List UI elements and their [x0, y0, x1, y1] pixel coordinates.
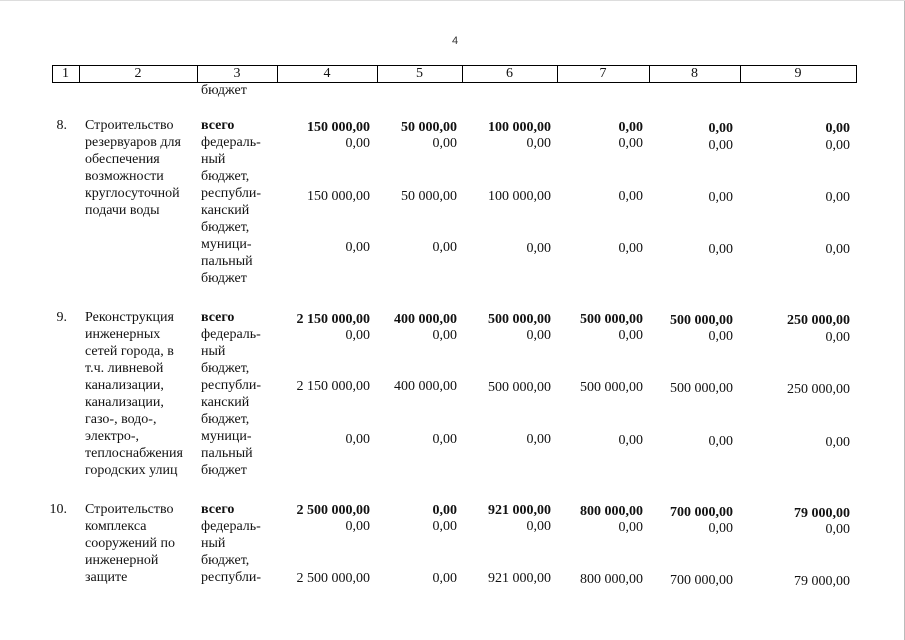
- value-total: 800 000,00: [580, 504, 643, 519]
- value-total: 2 500 000,00: [296, 503, 370, 518]
- source-line: бюджет: [201, 271, 247, 286]
- value-federal: 0,00: [825, 330, 850, 345]
- source-line: федераль-: [201, 327, 261, 342]
- row-sources: [201, 117, 281, 287]
- value-republic: 500 000,00: [488, 380, 551, 395]
- value-federal: 0,00: [526, 519, 551, 534]
- header-col-7: 7: [599, 66, 607, 81]
- name-line: канализации,: [85, 395, 164, 410]
- value-municipal: 0,00: [526, 241, 551, 256]
- header-col-6: 6: [506, 66, 513, 81]
- name-line: подачи воды: [85, 203, 160, 218]
- value-federal: 0,00: [345, 328, 370, 343]
- name-line: сооружений по: [85, 536, 176, 551]
- value-republic: 500 000,00: [670, 381, 733, 396]
- value-total: 2 150 000,00: [296, 312, 370, 327]
- value-federal: 0,00: [526, 136, 551, 151]
- source-line: всего: [201, 310, 235, 325]
- value-municipal: 0,00: [618, 241, 643, 256]
- name-line: круглосуточной: [85, 186, 180, 201]
- value-total: 700 000,00: [670, 505, 733, 520]
- value-republic: 50 000,00: [401, 189, 457, 204]
- value-municipal: 0,00: [708, 242, 733, 257]
- value-republic: 0,00: [618, 189, 643, 204]
- source-line: федераль-: [201, 519, 261, 534]
- value-total: 250 000,00: [787, 313, 850, 328]
- value-republic: 150 000,00: [307, 189, 370, 204]
- value-federal: 0,00: [618, 520, 643, 535]
- source-line: бюджет,: [201, 220, 250, 235]
- value-federal: 0,00: [432, 136, 457, 151]
- name-line: инженерных: [85, 327, 161, 342]
- scan-edge-top: [0, 0, 905, 1]
- continuation-text: бюджет: [201, 83, 247, 98]
- row-name: [85, 501, 195, 586]
- value-republic: 0,00: [432, 571, 457, 586]
- row-number: 8.: [56, 118, 67, 133]
- value-total: 150 000,00: [307, 120, 370, 135]
- value-municipal: 0,00: [432, 432, 457, 447]
- value-total: 0,00: [432, 503, 457, 518]
- value-municipal: 0,00: [345, 432, 370, 447]
- name-line: резервуаров для: [85, 135, 181, 150]
- value-republic: 921 000,00: [488, 571, 551, 586]
- value-republic: 79 000,00: [794, 574, 850, 589]
- header-col-9: 9: [794, 66, 802, 81]
- source-line: республи-: [201, 378, 261, 393]
- value-federal: 0,00: [708, 521, 733, 536]
- source-line: республи-: [201, 570, 261, 585]
- header-col-1: 1: [62, 66, 69, 81]
- header-col-3: 3: [233, 66, 241, 81]
- name-line: канализации,: [85, 378, 164, 393]
- value-total: 921 000,00: [488, 503, 551, 518]
- name-line: теплоснабжения: [85, 446, 183, 461]
- name-line: Строительство: [85, 502, 174, 517]
- value-total: 50 000,00: [401, 120, 457, 135]
- source-line: бюджет,: [201, 361, 250, 376]
- source-line: муници-: [201, 237, 252, 252]
- value-federal: 0,00: [526, 328, 551, 343]
- source-line: всего: [201, 118, 235, 133]
- value-total: 0,00: [708, 121, 733, 136]
- name-line: инженерной: [85, 553, 159, 568]
- value-republic: 0,00: [708, 190, 733, 205]
- value-municipal: 0,00: [345, 240, 370, 255]
- value-municipal: 0,00: [825, 435, 850, 450]
- value-republic: 0,00: [825, 190, 850, 205]
- source-line: республи-: [201, 186, 261, 201]
- name-line: защите: [85, 570, 128, 585]
- name-line: возможности: [85, 169, 164, 184]
- source-line: пальный: [201, 446, 253, 461]
- row-name: [85, 309, 195, 479]
- value-municipal: 0,00: [708, 434, 733, 449]
- value-total: 79 000,00: [794, 506, 850, 521]
- value-republic: 250 000,00: [787, 382, 850, 397]
- value-total: 500 000,00: [670, 313, 733, 328]
- value-total: 400 000,00: [394, 312, 457, 327]
- header-bottom-border: [52, 82, 857, 83]
- name-line: городских улиц: [85, 463, 178, 478]
- value-federal: 0,00: [432, 328, 457, 343]
- row-sources: [201, 501, 281, 586]
- value-federal: 0,00: [345, 136, 370, 151]
- value-federal: 0,00: [618, 136, 643, 151]
- value-republic: 100 000,00: [488, 189, 551, 204]
- value-federal: 0,00: [825, 138, 850, 153]
- row-sources: [201, 309, 281, 479]
- source-line: бюджет,: [201, 169, 250, 184]
- name-line: газо-, водо-,: [85, 412, 157, 427]
- row-number: 10.: [49, 502, 67, 517]
- value-federal: 0,00: [825, 522, 850, 537]
- value-federal: 0,00: [708, 329, 733, 344]
- value-republic: 2 500 000,00: [296, 571, 370, 586]
- row-number: 9.: [56, 310, 67, 325]
- name-line: т.ч. ливневой: [85, 361, 164, 376]
- value-total: 100 000,00: [488, 120, 551, 135]
- header-col-2: 2: [134, 66, 142, 81]
- header-divider: [856, 65, 857, 83]
- value-total: 0,00: [618, 120, 643, 135]
- name-line: сетей города, в: [85, 344, 174, 359]
- value-municipal: 0,00: [526, 432, 551, 447]
- source-line: бюджет,: [201, 412, 250, 427]
- name-line: Строительство: [85, 118, 174, 133]
- value-municipal: 0,00: [432, 240, 457, 255]
- source-line: федераль-: [201, 135, 261, 150]
- source-line: канский: [201, 203, 250, 218]
- page-number: 4: [452, 35, 459, 47]
- value-republic: 400 000,00: [394, 379, 457, 394]
- value-republic: 700 000,00: [670, 573, 733, 588]
- name-line: обеспечения: [85, 152, 160, 167]
- header-col-5: 5: [416, 66, 423, 81]
- source-line: ный: [201, 536, 226, 551]
- value-federal: 0,00: [432, 519, 457, 534]
- value-republic: 800 000,00: [580, 572, 643, 587]
- source-line: канский: [201, 395, 250, 410]
- value-republic: 500 000,00: [580, 380, 643, 395]
- value-republic: 2 150 000,00: [296, 379, 370, 394]
- name-line: комплекса: [85, 519, 147, 534]
- value-federal: 0,00: [618, 328, 643, 343]
- name-line: электро-,: [85, 429, 140, 444]
- value-total: 500 000,00: [580, 312, 643, 327]
- row-name: [85, 117, 195, 219]
- source-line: бюджет,: [201, 553, 250, 568]
- table-header: [52, 65, 857, 83]
- source-line: муници-: [201, 429, 252, 444]
- value-federal: 0,00: [708, 138, 733, 153]
- value-total: 0,00: [825, 121, 850, 136]
- source-line: ный: [201, 344, 226, 359]
- header-col-8: 8: [691, 66, 698, 81]
- value-total: 500 000,00: [488, 312, 551, 327]
- value-municipal: 0,00: [825, 242, 850, 257]
- source-line: пальный: [201, 254, 253, 269]
- header-col-4: 4: [323, 66, 331, 81]
- name-line: Реконструкция: [85, 310, 174, 325]
- source-line: ный: [201, 152, 226, 167]
- source-line: бюджет: [201, 463, 247, 478]
- value-federal: 0,00: [345, 519, 370, 534]
- value-municipal: 0,00: [618, 433, 643, 448]
- source-line: всего: [201, 502, 235, 517]
